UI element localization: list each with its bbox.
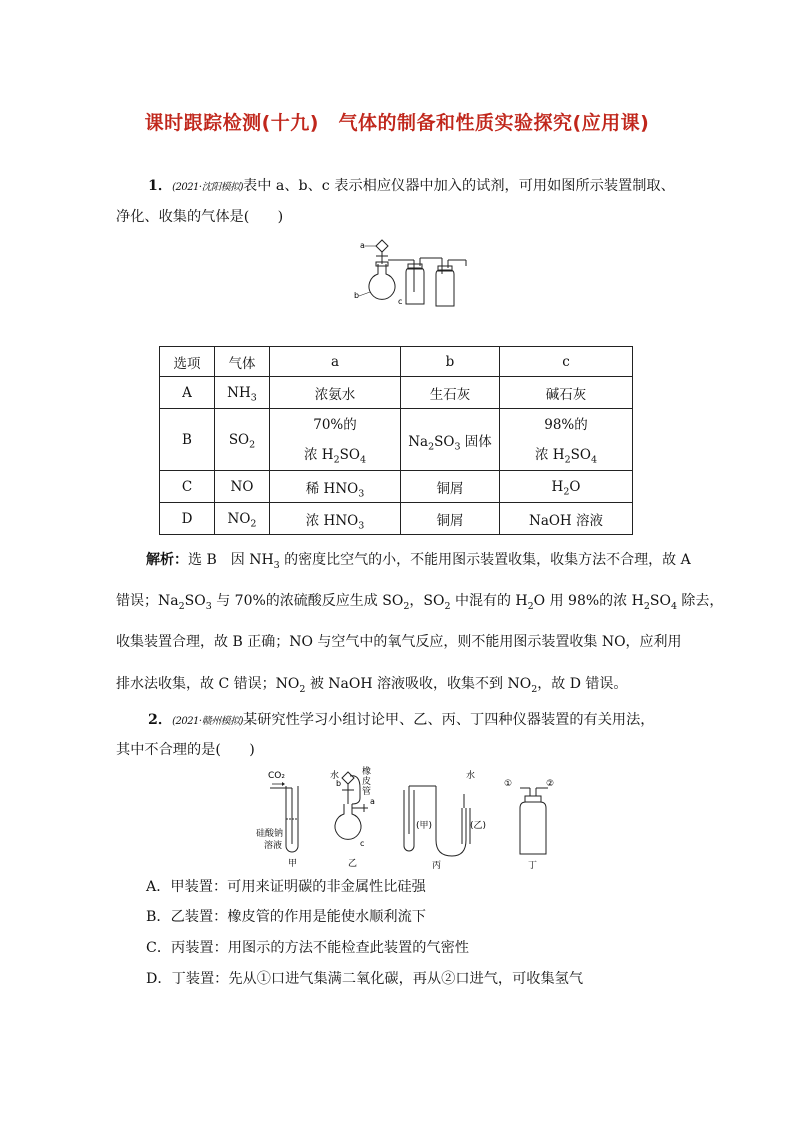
label-port-2: ② bbox=[546, 779, 555, 789]
table-header-cell: c bbox=[500, 347, 633, 377]
table-cell: NO bbox=[215, 471, 270, 503]
table-cell: 浓 $HNO_3$ bbox=[270, 503, 401, 535]
table-row bbox=[160, 471, 633, 503]
label-rubber: 橡 bbox=[362, 767, 372, 777]
label-water: 水 bbox=[466, 771, 476, 781]
question-number: 1． bbox=[148, 178, 173, 194]
table-header-cell: b bbox=[401, 347, 500, 377]
question-text: 表中 a、b、c 表示相应仪器中加入的试剂，可用如图所示装置制取、 bbox=[243, 178, 675, 194]
table-cell: $H_2O$ bbox=[500, 471, 633, 503]
option-c: C．丙装置：用图示的方法不能检查此装置的气密性 bbox=[146, 940, 469, 956]
analysis-line: 错误；$Na_2SO_3$ 与 70%的浓硫酸反应生成 $SO_2$，$SO_2$ 中混有的 $H_2O$ 用 98%的浓 $H_2SO_4$ 除去， bbox=[116, 593, 724, 612]
table-cell: 98%的 浓 $H_2SO_4$ bbox=[500, 409, 633, 471]
question-1-line2: 净化、收集的气体是( ) bbox=[116, 209, 284, 225]
question-source: (2021·赣州模拟) bbox=[172, 716, 243, 727]
options-table bbox=[159, 346, 633, 535]
analysis-label: 解析： bbox=[146, 552, 188, 568]
label-b: b bbox=[336, 779, 342, 788]
collection-bottle bbox=[436, 270, 454, 306]
option-d: D．丁装置：先从①口进气集满二氧化碳，再从②口进气，可收集氢气 bbox=[146, 971, 584, 987]
label-a: a bbox=[370, 797, 375, 806]
label-c: c bbox=[398, 297, 403, 306]
table-cell: $NO_2$ bbox=[215, 503, 270, 535]
analysis-line: 收集装置合理，故 B 正确；NO 与空气中的氧气反应，则不能用图示装置收集 NO，应利用 bbox=[116, 634, 682, 650]
table-header-cell: 选项 bbox=[160, 347, 215, 377]
table-cell: 碱石灰 bbox=[500, 377, 633, 409]
table-cell: $NH_3$ bbox=[215, 377, 270, 409]
table-header-cell: 气体 bbox=[215, 347, 270, 377]
question-1-line1 bbox=[116, 176, 696, 198]
label-rubber: 管 bbox=[362, 787, 372, 797]
label-solution: 溶液 bbox=[264, 841, 283, 851]
table-cell: 稀 $HNO_3$ bbox=[270, 471, 401, 503]
table-cell: 浓氨水 bbox=[270, 377, 401, 409]
table-cell: 铜屑 bbox=[401, 503, 500, 535]
round-bottom-flask bbox=[369, 264, 395, 299]
apparatus-figure-1 bbox=[352, 236, 472, 312]
table-header-row bbox=[160, 347, 633, 377]
table-cell: B bbox=[160, 409, 215, 471]
table-cell: NaOH 溶液 bbox=[500, 503, 633, 535]
table-cell: A bbox=[160, 377, 215, 409]
analysis-line: 解析：选 B 因 $NH_3$ 的密度比空气的小，不能用图示装置收集，收集方法不合理，故 A bbox=[146, 552, 691, 571]
label-a: a bbox=[360, 241, 365, 250]
label-bing: 丙 bbox=[432, 861, 442, 871]
question-number: 2． bbox=[148, 712, 173, 728]
table-row bbox=[160, 409, 633, 471]
label-co2: CO₂ bbox=[268, 771, 285, 781]
question-source: (2021·沈阳模拟) bbox=[172, 182, 243, 193]
analysis-line: 排水法收集，故 C 错误；$NO_2$ 被 NaOH 溶液吸收，收集不到 $NO_2$，故 D 错误。 bbox=[116, 676, 628, 695]
separatory-funnel bbox=[376, 240, 388, 252]
label-ding: 丁 bbox=[528, 861, 538, 871]
table-cell: 70%的 浓 $H_2SO_4$ bbox=[270, 409, 401, 471]
label-yi-paren: (乙) bbox=[470, 821, 487, 831]
arrowhead-icon bbox=[282, 782, 285, 786]
option-a: A．甲装置：可用来证明碳的非金属性比硅强 bbox=[146, 879, 426, 895]
question-2-line1 bbox=[116, 710, 696, 732]
apparatus-figure-2 bbox=[252, 764, 564, 872]
label-b: b bbox=[354, 291, 360, 300]
label-jia: 甲 bbox=[288, 859, 298, 869]
label-yi: 乙 bbox=[348, 859, 358, 869]
label-port-1: ① bbox=[504, 779, 513, 789]
table-header-cell: a bbox=[270, 347, 401, 377]
table-cell: $Na_2SO_3$ 固体 bbox=[401, 409, 500, 471]
table-cell: D bbox=[160, 503, 215, 535]
table-cell: 生石灰 bbox=[401, 377, 500, 409]
label-sodium-silicate: 硅酸钠 bbox=[256, 829, 284, 839]
page-title: 课时跟踪检测(十九) 气体的制备和性质实验探究(应用课) bbox=[144, 112, 650, 134]
table-row bbox=[160, 503, 633, 535]
label-jia-paren: (甲) bbox=[416, 821, 433, 831]
question-2-line2: 其中不合理的是( ) bbox=[116, 742, 255, 758]
label-rubber: 皮 bbox=[362, 777, 372, 787]
table-cell: $SO_2$ bbox=[215, 409, 270, 471]
label-water: 水 bbox=[330, 771, 340, 781]
gas-bottle-ding bbox=[520, 802, 546, 854]
option-b: B．乙装置：橡皮管的作用是能使水顺利流下 bbox=[146, 909, 426, 925]
table-cell: 铜屑 bbox=[401, 471, 500, 503]
flask-yi bbox=[335, 804, 361, 839]
label-c: c bbox=[360, 839, 365, 848]
table-row bbox=[160, 377, 633, 409]
question-text: 某研究性学习小组讨论甲、乙、丙、丁四种仪器装置的有关用法， bbox=[243, 712, 655, 728]
table-cell: C bbox=[160, 471, 215, 503]
wash-bottle bbox=[406, 268, 424, 304]
